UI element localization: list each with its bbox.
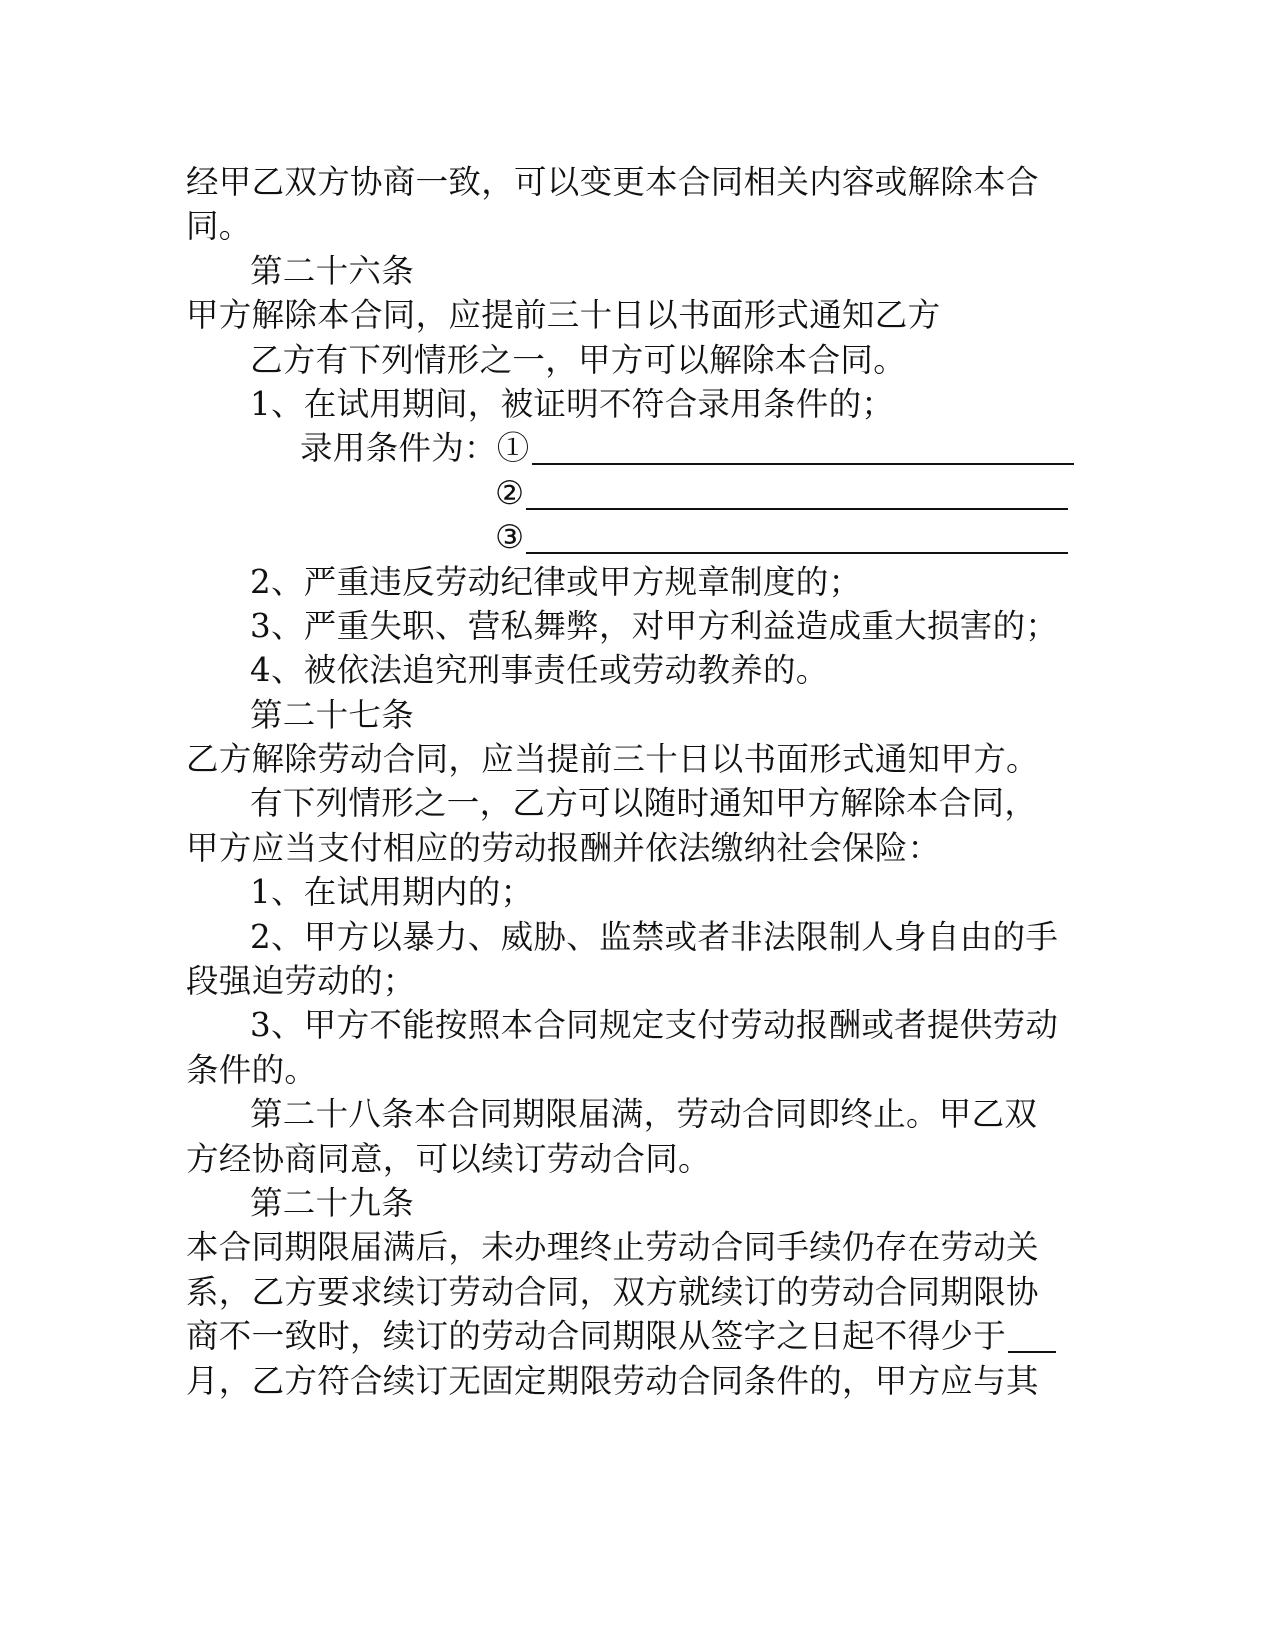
blank-line	[532, 433, 1074, 465]
text-line-with-blank	[186, 1314, 1086, 1358]
text-line: 乙方解除劳动合同，应当提前三十日以书面形式通知甲方。	[186, 740, 1039, 779]
text-line: 有下列情形之一，乙方可以随时通知甲方解除本合同，	[250, 784, 1038, 823]
article-heading: 第二十八条本合同期限届满，劳动合同即终止。甲乙双	[250, 1095, 1038, 1134]
text-line: 经甲乙双方协商一致，可以变更本合同相关内容或解除本合	[186, 163, 1039, 201]
list-item: 1、在试用期内的；	[250, 873, 534, 912]
article-heading: 第二十六条	[250, 251, 415, 290]
hiring-condition-1	[186, 426, 1086, 470]
circled-number: ②	[495, 473, 525, 512]
text-line: 月，乙方符合续订无固定期限劳动合同条件的，甲方应与其	[186, 1361, 1039, 1400]
text-segment: 商不一致时，续订的劳动合同期限从签字之日起不得少于	[186, 1317, 1007, 1356]
hiring-condition-3	[186, 515, 1086, 559]
list-item: 3、严重失职、营私舞弊，对甲方利益造成重大损害的；	[250, 606, 1059, 645]
article-heading: 第二十七条	[250, 695, 415, 734]
list-item: 1、在试用期间，被证明不符合录用条件的；	[250, 384, 895, 423]
text-line: 甲方解除本合同，应提前三十日以书面形式通知乙方	[186, 296, 941, 335]
article-heading: 第二十九条	[250, 1183, 415, 1222]
blank-line	[526, 478, 1068, 510]
text-line: 段强迫劳动的；	[186, 962, 416, 1001]
text-line: 同。	[186, 207, 252, 246]
circled-number: ③	[495, 518, 525, 557]
blank-line	[526, 522, 1068, 554]
list-item: 2、甲方以暴力、威胁、监禁或者非法限制人身自由的手	[250, 917, 1059, 956]
list-item: 2、严重违反劳动纪律或甲方规章制度的；	[250, 562, 862, 601]
hiring-condition-2	[186, 471, 1086, 515]
text-line: 条件的。	[186, 1050, 318, 1089]
text-line: 方经协商同意，可以续订劳动合同。	[186, 1139, 711, 1178]
text-line: 乙方有下列情形之一，甲方可以解除本合同。	[250, 340, 907, 379]
blank-line	[1008, 1321, 1056, 1353]
document-body	[186, 160, 1086, 1403]
text-line: 甲方应当支付相应的劳动报酬并依法缴纳社会保险：	[186, 828, 941, 867]
text-line: 系，乙方要求续订劳动合同，双方就续订的劳动合同期限协	[186, 1272, 1039, 1311]
text-line: 本合同期限届满后，未办理终止劳动合同手续仍存在劳动关	[186, 1228, 1039, 1267]
list-item: 4、被依法追究刑事责任或劳动教养的。	[250, 651, 829, 690]
hiring-condition-label: 录用条件为：①	[300, 429, 530, 468]
list-item: 3、甲方不能按照本合同规定支付劳动报酬或者提供劳动	[250, 1006, 1059, 1045]
